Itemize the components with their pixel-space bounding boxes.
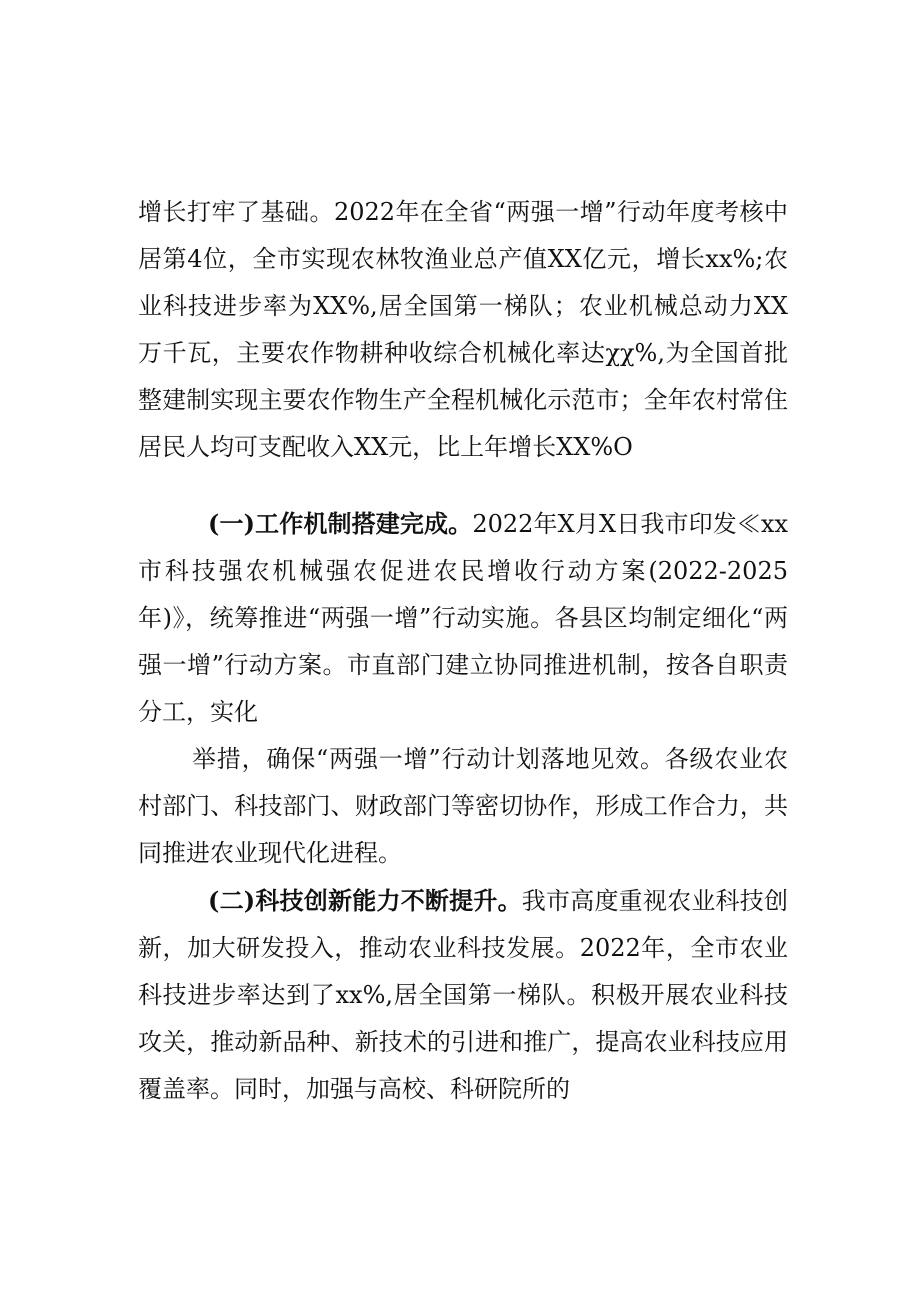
paragraph-tech-innovation: [138, 877, 788, 1113]
paragraph-work-mechanism: [138, 500, 788, 736]
paragraph-body: [138, 500, 788, 736]
paragraph-continuation: [138, 736, 788, 877]
paragraph-text: 2022年X月X日我市印发≪xx市科技强农机械强农促进农民增收行动方案(2022-2025年)》，统筹推进“两强一增”行动实施。各县区均制定细化“两强一增”行动方案。市直部门建立协同推进机制，按各自职责分工，实化: [138, 510, 788, 726]
paragraph-achievements: [138, 189, 788, 471]
paragraph-text: 举措，确保“两强一增”行动计划落地见效。各级农业农村部门、科技部门、财政部门等密切协作，形成工作合力，共同推进农业现代化进程。: [138, 745, 788, 867]
section-heading: (一)工作机制搭建完成。: [208, 509, 473, 538]
paragraph-text: 增长打牢了基础。2022年在全省“两强一增”行动年度考核中居第4位，全市实现农林牧渔业总产值XX亿元，增长xx%;农业科技进步率为XX%,居全国第一梯队；农业机械总动力XX万千瓦，主要农作物耕种收综合机械化率达χχ%,为全国首批整建制实现主要农作物生产全程机械化示范市；全年农村常住居民人均可支配收入XX元，比上年增长XX%O: [138, 198, 788, 461]
paragraph-text: 我市高度重视农业科技创新，加大研发投入，推动农业科技发展。2022年，全市农业科技进步率达到了xx%,居全国第一梯队。积极开展农业科技攻关，推动新品种、新技术的引进和推广，提高农业科技应用覆盖率。同时，加强与高校、科研院所的: [138, 887, 788, 1103]
paragraph-body: [138, 877, 788, 1113]
section-heading: (二)科技创新能力不断提升。: [208, 886, 522, 915]
